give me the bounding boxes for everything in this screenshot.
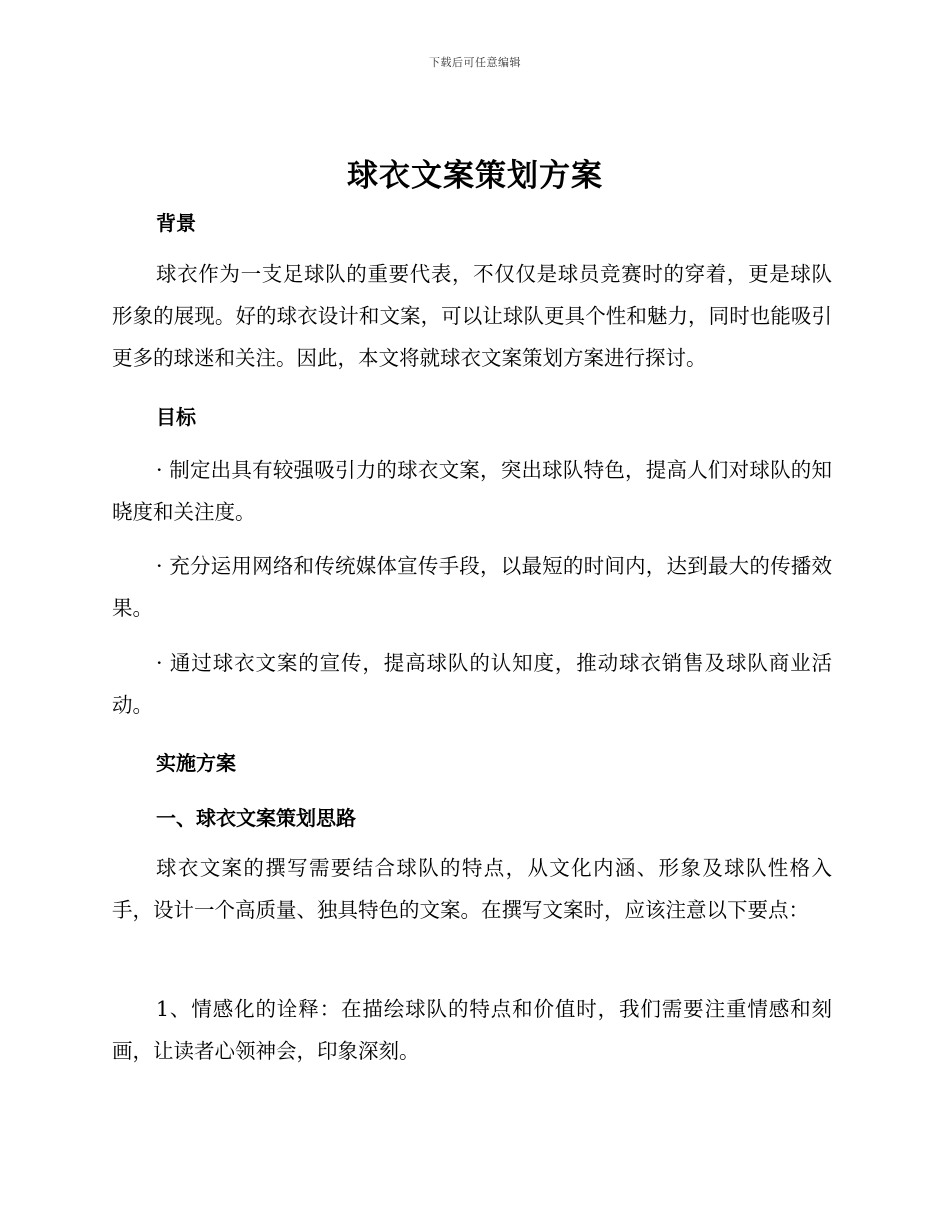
section-heading-goal: 目标 <box>156 405 196 429</box>
plan-point-1: 1、情感化的诠释：在描绘球队的特点和价值时，我们需要注重情感和刻画，让读者心领神会，印象深刻。 <box>112 997 832 1063</box>
section-heading-plan: 实施方案 <box>156 751 236 775</box>
goal-item-2: · 充分运用网络和传统媒体宣传手段，以最短的时间内，达到最大的传播效果。 <box>112 554 832 620</box>
goal-item-1: · 制定出具有较强吸引力的球衣文案，突出球队特色，提高人们对球队的知晓度和关注度。 <box>112 458 832 524</box>
background-paragraph: 球衣作为一支足球队的重要代表，不仅仅是球员竞赛时的穿着，更是球队形象的展现。好的球衣设计和文案，可以让球队更具个性和魅力，同时也能吸引更多的球迷和关注。因此，本文将就球衣文案策划方案进行探讨。 <box>112 262 832 370</box>
header-note: 下载后可任意编辑 <box>429 56 521 69</box>
section-heading-background: 背景 <box>156 211 196 235</box>
plan-paragraph: 球衣文案的撰写需要结合球队的特点，从文化内涵、形象及球队性格入手，设计一个高质量、独具特色的文案。在撰写文案时，应该注意以下要点： <box>112 856 832 922</box>
goal-item-3: · 通过球衣文案的宣传，提高球队的认知度，推动球衣销售及球队商业活动。 <box>112 651 832 717</box>
page-title: 球衣文案策划方案 <box>347 158 603 194</box>
sub-heading-plan-idea: 一、球衣文案策划思路 <box>156 806 356 830</box>
